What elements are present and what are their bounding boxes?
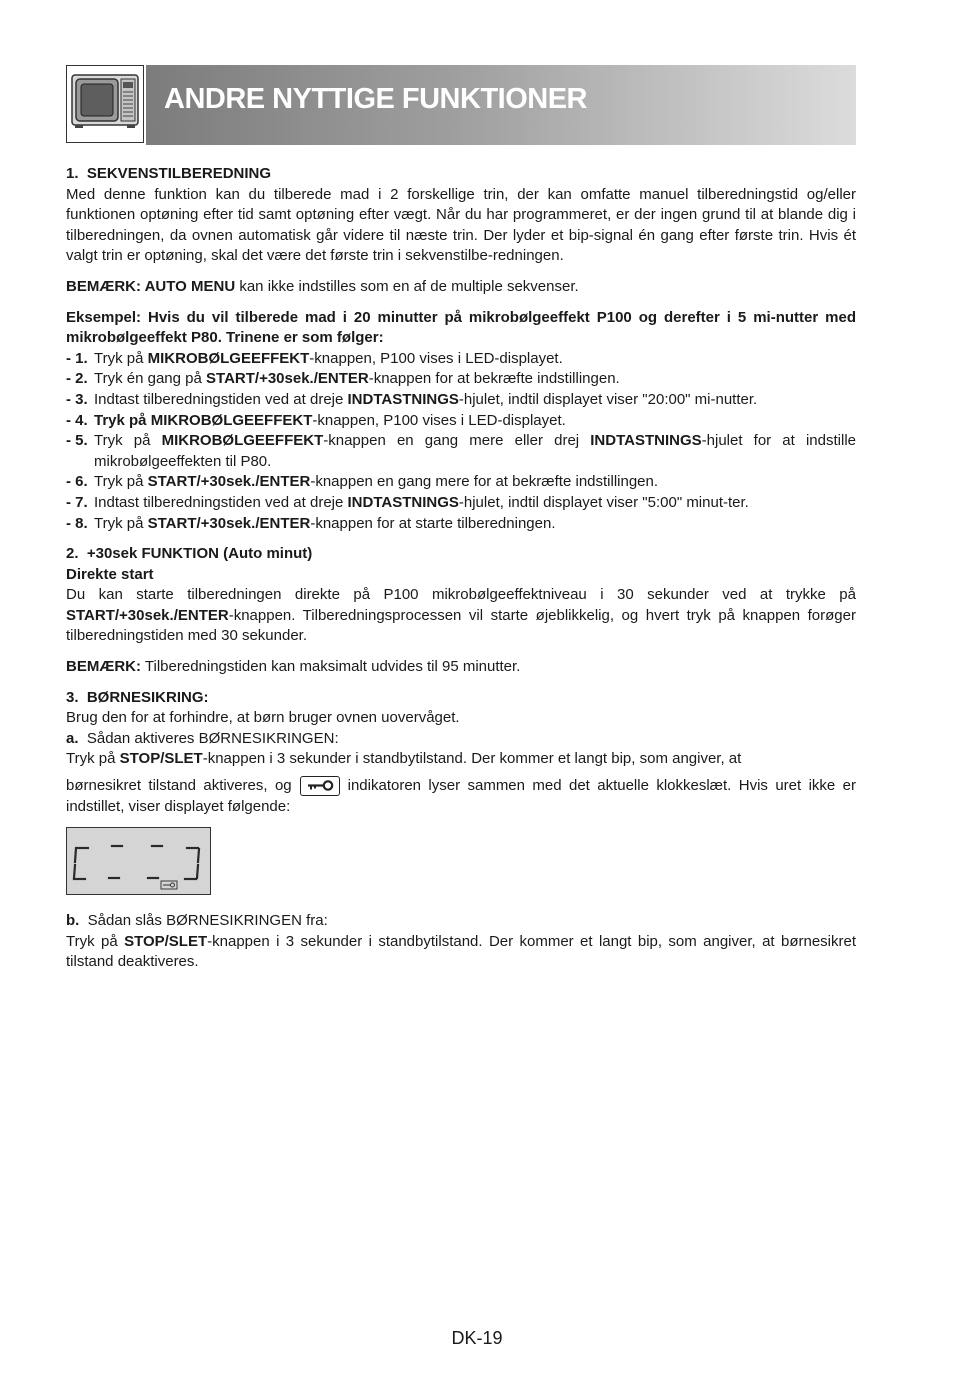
- step-number: - 6.: [66, 473, 88, 491]
- note: [66, 657, 856, 678]
- step-text: -hjulet, indtil displayet viser "5:00" minut-ter.: [458, 493, 749, 511]
- step-item: [66, 493, 856, 514]
- step-text: Indtast tilberedningstiden ved at dreje: [94, 390, 348, 408]
- subsection-b: [66, 911, 856, 932]
- lcd-segments: [67, 828, 209, 893]
- step-key-name: INDTASTNINGS: [590, 432, 702, 450]
- subsection-body: [66, 932, 856, 973]
- note-label: BEMÆRK:: [66, 658, 141, 676]
- text: børnesikret tilstand aktiveres, og: [66, 777, 292, 795]
- lcd-display: [66, 827, 211, 895]
- title-bar: [146, 65, 856, 145]
- text: -knappen i 3 sekunder i standbytilstand. Der kommer et langt bip, som angiver, at børnesikret tilstand deaktiveres.: [66, 932, 856, 971]
- step-key-name: START/+30sek./ENTER: [147, 473, 311, 491]
- step-text: Tryk på: [94, 349, 148, 367]
- page-title: ANDRE NYTTIGE FUNKTIONER: [164, 83, 587, 115]
- key-name: STOP/SLET: [124, 932, 208, 950]
- step-item: [66, 514, 856, 535]
- step-text: -knappen, P100 vises i LED-displayet.: [309, 349, 563, 367]
- step-number: - 3.: [66, 390, 88, 408]
- step-number: - 8.: [66, 514, 88, 532]
- note-text: Tilberedningstiden kan maksimalt udvides til 95 minutter.: [141, 658, 521, 676]
- step-key-name: INDTASTNINGS: [347, 390, 459, 408]
- lcd-key-icon: [161, 881, 177, 889]
- step-item: [66, 431, 856, 472]
- step-text: Tryk på: [94, 432, 162, 450]
- section-intro: Brug den for at forhindre, at børn bruger ovnen uovervåget.: [66, 709, 460, 727]
- step-text: -knappen, P100 vises i LED-displayet.: [312, 411, 566, 429]
- step-text: -knappen en gang mere eller drej: [323, 432, 591, 450]
- step-item: [66, 349, 856, 370]
- subsection-label: b.: [66, 912, 80, 930]
- text: Tryk på: [66, 932, 125, 950]
- section-heading-boernesikring: 3. BØRNESIKRING:: [66, 688, 209, 706]
- subheading-direkte-start: Direkte start: [66, 565, 154, 583]
- key-name: STOP/SLET: [119, 750, 203, 768]
- step-text: Indtast tilberedningstiden ved at dreje: [94, 493, 348, 511]
- step-item: [66, 369, 856, 390]
- page-number: DK-19: [451, 1328, 503, 1348]
- key-lock-icon: [300, 776, 340, 796]
- microwave-icon: [66, 65, 144, 143]
- note: [66, 277, 856, 298]
- step-item: [66, 411, 856, 432]
- note-text: kan ikke indstilles som en af de multiple sekvenser.: [235, 277, 579, 295]
- subsection-body: [66, 749, 856, 770]
- text: -knappen. Tilberedningsprocessen vil starte øjeblikkelig, og hvert tryk på knappen forøger tilberedningstiden med 30 sekunder.: [66, 606, 856, 645]
- step-key-name: INDTASTNINGS: [347, 493, 459, 511]
- step-key-name: START/+30sek./ENTER: [147, 514, 311, 532]
- step-key-name: Tryk på MIKROBØLGEEFFEKT: [94, 411, 313, 429]
- text: -knappen i 3 sekunder i standbytilstand. Der kommer et langt bip, som angiver, at: [202, 750, 742, 768]
- subsection-a: [66, 729, 856, 750]
- note-label: BEMÆRK: AUTO MENU: [66, 277, 236, 295]
- step-text: -knappen en gang mere for at bekræfte indstillingen.: [310, 473, 659, 491]
- text: Du kan starte tilberedningen direkte på P100 mikrobølgeeffektniveau i 30 sekunder ved at trykke på: [66, 586, 856, 604]
- section-heading-sekvenstilberedning: 1. SEKVENSTILBEREDNING: [66, 165, 272, 182]
- step-number: - 4.: [66, 411, 88, 429]
- step-text: -knappen for at bekræfte indstillingen.: [368, 370, 620, 388]
- step-number: - 2.: [66, 370, 88, 388]
- step-text: Tryk én gang på: [94, 370, 207, 388]
- subsection-title: Sådan aktiveres BØRNESIKRINGEN:: [78, 729, 339, 747]
- step-text: Tryk på: [94, 514, 148, 532]
- step-key-name: MIKROBØLGEEFFEKT: [161, 432, 324, 450]
- key-name: START/+30sek./ENTER: [66, 606, 229, 624]
- step-text: -hjulet, indtil displayet viser "20:00" mi-nutter.: [458, 390, 758, 408]
- steps-list: [66, 349, 856, 534]
- subsection-body: [66, 776, 856, 817]
- subsection-title: Sådan slås BØRNESIKRINGEN fra:: [79, 912, 328, 930]
- section-body: [66, 585, 856, 647]
- subsection-label: a.: [66, 729, 79, 747]
- step-key-name: START/+30sek./ENTER: [206, 370, 369, 388]
- step-number: - 5.: [66, 432, 88, 450]
- step-text: Tryk på: [94, 473, 148, 491]
- step-key-name: MIKROBØLGEEFFEKT: [147, 349, 310, 367]
- step-item: [66, 390, 856, 411]
- section-body: Med denne funktion kan du tilberede mad i 2 forskellige trin, der kan omfatte manuel tilberedningstid og/eller funktionen optøning efter tid samt optøning efter vægt. Når du har programmeret, er der ingen grund til at blande dig i tilberedningen, da ovnen automatisk går videre til næste trin. Der lyder et bip-signal én gang efter første trin. Hvis ét valgt trin er optøning, skal det være det første trin i sekvenstilbe-redningen.: [66, 185, 856, 265]
- example-heading: Eksempel: Hvis du vil tilberede mad i 20 minutter på mikrobølgeeffekt P100 og derefter i 5 mi-nutter med mikrobølgeeffekt P80. Trinene er som følger:: [66, 308, 856, 347]
- step-number: - 1.: [66, 349, 88, 367]
- page-content: [66, 164, 856, 973]
- text: Tryk på: [66, 750, 120, 768]
- step-text: -hjulet for at indstille mikrobølgeeffekten til P80.: [94, 432, 856, 470]
- text: indikatoren lyser sammen med det aktuelle klokkeslæt. Hvis uret ikke er indstillet, viser displayet følgende:: [66, 777, 856, 815]
- page-header: [66, 65, 856, 145]
- section-heading-30sek: 2. +30sek FUNKTION (Auto minut): [66, 545, 313, 563]
- step-number: - 7.: [66, 493, 88, 511]
- step-item: [66, 472, 856, 493]
- step-text: -knappen for at starte tilberedningen.: [310, 514, 556, 532]
